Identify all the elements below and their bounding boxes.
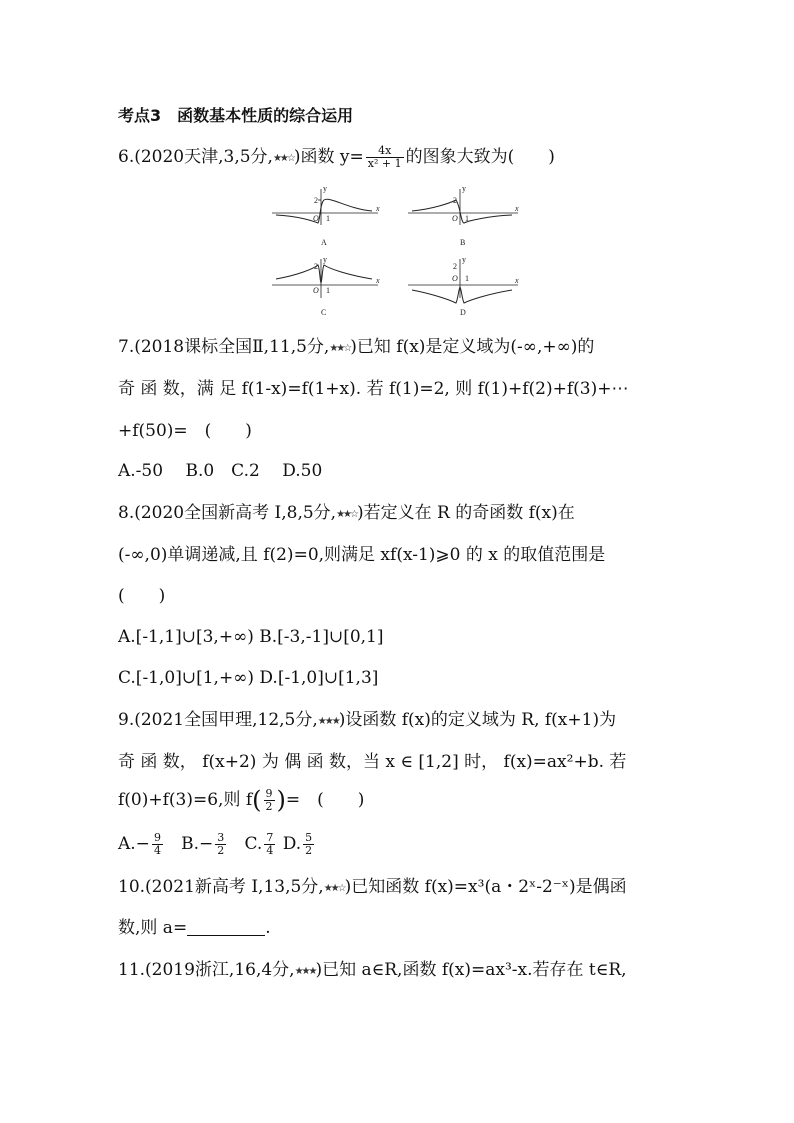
difficulty-stars-icon: ★★☆ (323, 883, 345, 894)
q11-prefix: 11.(2019浙江,16,4分, (118, 960, 295, 980)
question-8-line-3: ( ) (118, 586, 166, 606)
question-9-line-3: f(0)+f(3)=6,则 f( $\frac{9}{2}$ )= ( ) (118, 786, 365, 814)
q6-frac-den: x² + 1 (367, 157, 402, 170)
q6-frac-num: 4x (366, 145, 404, 158)
graph-d-y-label: y (462, 255, 466, 264)
question-10-line-1 (118, 875, 627, 901)
question-6 (118, 145, 555, 171)
graph-b-y-label: y (462, 184, 466, 193)
question-9-line-1 (118, 708, 616, 734)
q10-suffix: )已知函数 f(x)=x³(a・2ˣ-2⁻ˣ)是偶函 (344, 877, 627, 897)
q9-option-d-label: D. (282, 834, 302, 854)
graph-b-x-label: x (515, 204, 519, 213)
graph-b-origin: O (452, 214, 458, 223)
q10-line2-prefix: 数,则 a= (118, 918, 188, 938)
graph-a-label: A (321, 238, 327, 247)
graph-c-tick-y: 2 (314, 262, 318, 271)
question-7-options: A.-50 B.0 C.2 D.50 (118, 461, 323, 481)
q6-mid: )函数 y= (293, 147, 364, 167)
question-10-line-2 (118, 916, 271, 940)
q6-suffix: 的图象大致为( ) (405, 147, 555, 167)
q6-prefix: 6.(2020天津,3,5分, (118, 147, 273, 167)
graph-a-tick-x: 1 (326, 214, 330, 223)
q9-line3-prefix: f(0)+f(3)=6,则 f (118, 790, 253, 810)
q6-fraction (366, 145, 404, 170)
graph-d-tick-x: 1 (465, 274, 469, 283)
graph-c-tick-x: 1 (326, 286, 330, 295)
graph-c (272, 259, 378, 298)
graph-a-origin: O (313, 214, 319, 223)
q7-suffix: )已知 f(x)是定义域为(-∞,+∞)的 (350, 337, 595, 357)
graph-b-tick-y: 2 (453, 196, 457, 205)
q9-option-d-frac: $\frac{5}{2}$ (305, 831, 313, 857)
graph-c-y-label: y (323, 255, 327, 264)
question-7-line-3: +f(50)= ( ) (118, 421, 252, 441)
q11-suffix: )已知 a∈R,函数 f(x)=ax³-x.若存在 t∈R, (315, 960, 627, 980)
q7-prefix: 7.(2018课标全国Ⅱ,11,5分, (118, 337, 330, 357)
q10-line2-suffix: . (265, 918, 271, 938)
graph-a-tick-y: 2 (314, 196, 318, 205)
graph-b-tick-x: 1 (465, 214, 469, 223)
q8-suffix: )若定义在 R 的奇函数 f(x)在 (356, 503, 575, 523)
q9-frac: $\frac{9}{2}$ (265, 787, 273, 813)
graph-c-x-label: x (376, 276, 380, 285)
question-8-options-2: C.[-1,0]∪[1,+∞) D.[-1,0]∪[1,3] (118, 668, 379, 688)
graph-d-tick-y: 2 (453, 262, 457, 271)
q6-graphs-figure (268, 183, 523, 318)
difficulty-stars-icon: ★★☆ (329, 343, 351, 354)
graph-d-x-label: x (515, 276, 519, 285)
graph-d-label: D (460, 308, 466, 317)
q9-line3-suffix: = ( ) (285, 790, 365, 810)
q9-option-a-frac: $\frac{9}{4}$ (153, 831, 161, 857)
graph-a (272, 189, 378, 225)
question-8-line-1 (118, 501, 575, 527)
section-heading: 考点3 函数基本性质的综合运用 (118, 106, 354, 125)
q9-option-c-label: C. (244, 834, 263, 854)
graph-a-y-label: y (323, 184, 327, 193)
question-8-options-1: A.[-1,1]∪[3,+∞) B.[-3,-1]∪[0,1] (118, 627, 384, 647)
answer-blank[interactable] (187, 919, 265, 936)
q9-option-b-frac: $\frac{3}{2}$ (217, 831, 225, 857)
difficulty-stars-icon: ★★☆ (336, 509, 357, 520)
q9-option-b-label: B.− (181, 834, 214, 854)
difficulty-stars-icon: ★★★ (294, 966, 316, 977)
difficulty-stars-icon: ★★☆ (272, 153, 294, 164)
question-8-line-2: (-∞,0)单调递减,且 f(2)=0,则满足 xf(x-1)⩾0 的 x 的取值范围是 (118, 545, 606, 565)
difficulty-stars-icon: ★★★ (317, 716, 339, 727)
graph-a-x-label: x (376, 204, 380, 213)
question-7-line-2: 奇 函 数，满 足 f(1-x)=f(1+x). 若 f(1)=2, 则 f(1)+f(2)+f(3)+⋯ (118, 379, 629, 399)
graph-c-label: C (321, 308, 327, 317)
q9-prefix: 9.(2021全国甲理,12,5分, (118, 710, 318, 730)
q9-option-c-frac: $\frac{7}{4}$ (266, 831, 274, 857)
graph-b (408, 189, 518, 225)
q9-option-a-label: A.− (118, 834, 150, 854)
graph-b-label: B (460, 238, 466, 247)
question-7-line-1 (118, 335, 594, 361)
question-11-line-1 (118, 958, 627, 984)
question-9-options (118, 832, 316, 857)
q9-suffix: )设函数 f(x)的定义域为 R, f(x+1)为 (338, 710, 617, 730)
graph-d-origin: O (452, 274, 458, 283)
graph-d (408, 259, 518, 303)
graph-c-origin: O (313, 286, 319, 295)
q8-prefix: 8.(2020全国新高考 Ⅰ,8,5分, (118, 503, 337, 523)
q10-prefix: 10.(2021新高考 Ⅰ,13,5分, (118, 877, 324, 897)
question-9-line-2: 奇 函 数， f(x+2) 为 偶 函 数，当 x ∈ [1,2] 时， f(x)=ax²+b. 若 (118, 752, 627, 772)
